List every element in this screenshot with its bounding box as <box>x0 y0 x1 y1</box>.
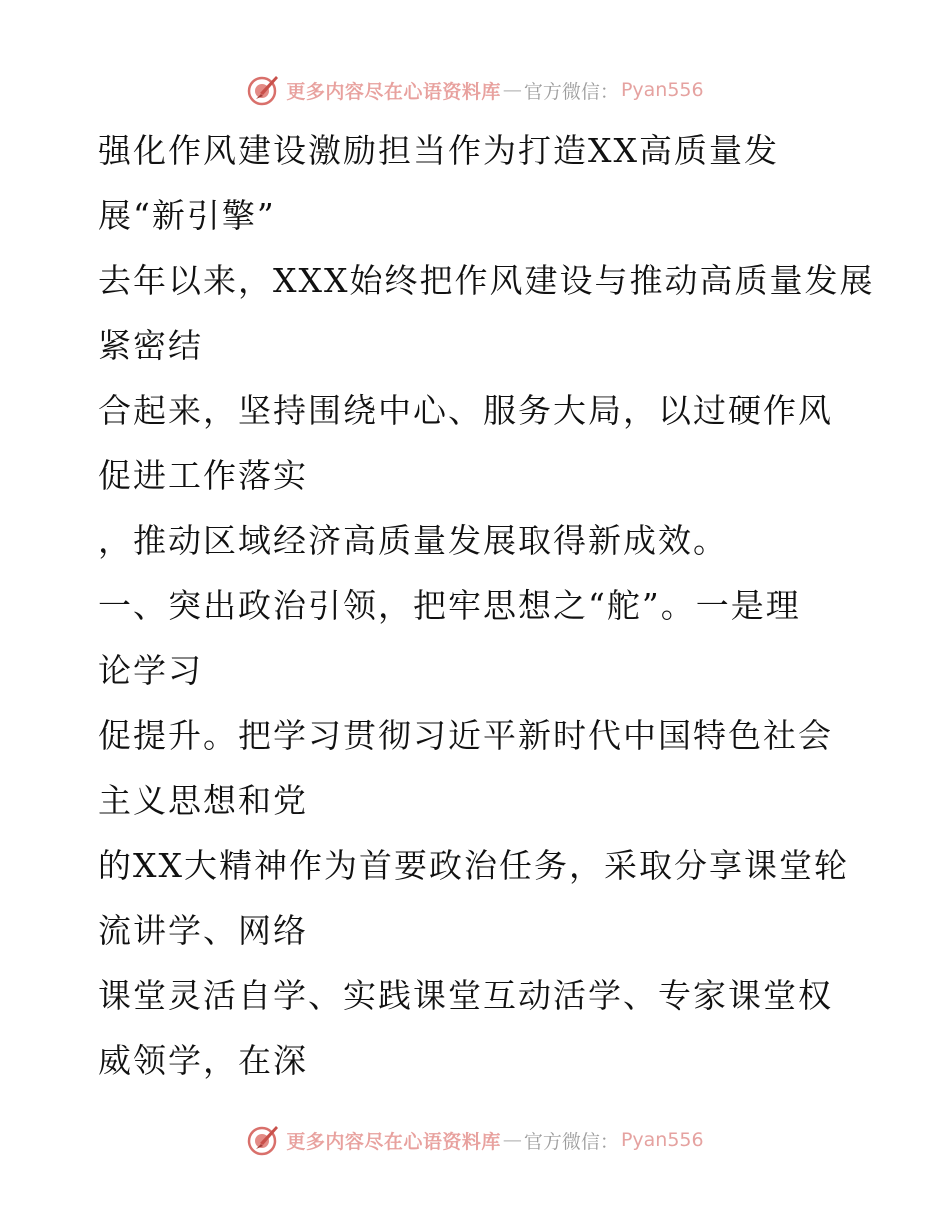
watermark-brand-text: 更多内容尽在心语资料库 <box>286 80 501 103</box>
document-title-line-1: 强化作风建设激励担当作为打造XX高质量发 <box>98 131 779 170</box>
paragraph-line: 促进工作落实 <box>98 456 308 495</box>
document-body <box>98 118 875 1093</box>
watermark-separator: — <box>502 1129 522 1151</box>
header-watermark <box>0 70 950 110</box>
paragraph-line: 主义思想和党 <box>98 781 308 820</box>
paragraph-line: 流讲学、网络 <box>98 911 308 950</box>
quill-seal-icon <box>246 1123 280 1157</box>
watermark-brand-text: 更多内容尽在心语资料库 <box>286 1130 501 1153</box>
paragraph-line: 课堂灵活自学、实践课堂互动活学、专家课堂权 <box>98 976 833 1015</box>
watermark-wechat-label: 官方微信： <box>523 80 619 103</box>
paragraph-line: ，推动区域经济高质量发展取得新成效。 <box>98 521 728 560</box>
paragraph-line: 一、突出政治引领，把牢思想之“舵”。一是理 <box>98 586 801 625</box>
paragraph-line: 促提升。把学习贯彻习近平新时代中国特色社会 <box>98 716 833 755</box>
watermark-wechat-id: Pyan556 <box>620 1129 704 1151</box>
paragraph-line: 紧密结 <box>98 326 203 365</box>
footer-watermark <box>0 1120 950 1160</box>
paragraph-line: 去年以来，XXX始终把作风建设与推动高质量发展 <box>98 261 875 300</box>
watermark-separator: — <box>502 79 522 101</box>
paragraph-line: 威领学，在深 <box>98 1041 308 1080</box>
document-title-line-2: 展“新引擎” <box>98 196 276 235</box>
watermark-wechat-label: 官方微信： <box>523 1130 619 1153</box>
paragraph-line: 论学习 <box>98 651 203 690</box>
paragraph-line: 的XX大精神作为首要政治任务，采取分享课堂轮 <box>98 846 849 885</box>
quill-seal-icon <box>246 73 280 107</box>
paragraph-line: 合起来，坚持围绕中心、服务大局，以过硬作风 <box>98 391 833 430</box>
watermark-wechat-id: Pyan556 <box>620 79 704 101</box>
